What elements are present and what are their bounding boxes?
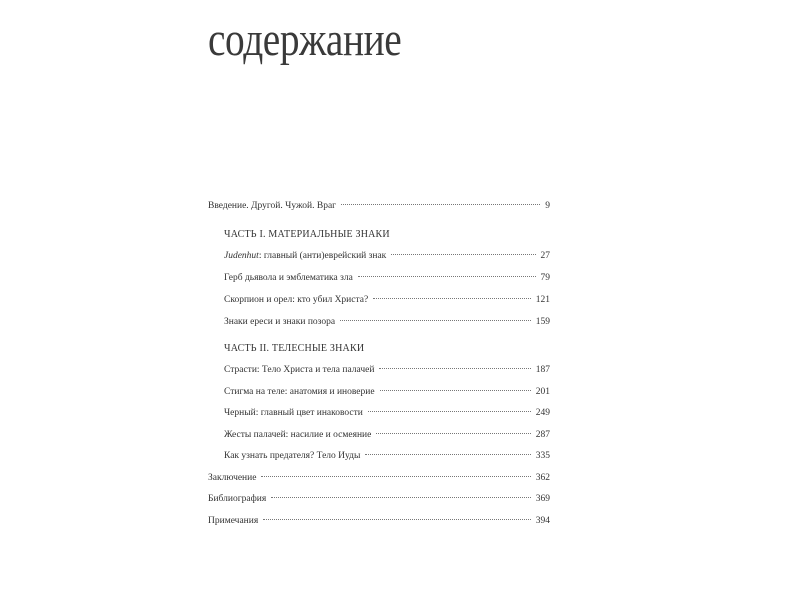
dot-leader [365, 454, 530, 455]
toc-entry-page: 287 [535, 430, 550, 440]
dot-leader [358, 276, 536, 277]
toc-entry-page: 9 [545, 201, 550, 211]
toc-entry-page: 159 [535, 317, 550, 327]
part-heading: ЧАСТЬ II. ТЕЛЕСНЫЕ ЗНАКИ [224, 343, 365, 354]
toc-entry-page: 187 [535, 365, 550, 375]
dot-leader [391, 254, 535, 255]
toc-entry-page: 394 [535, 516, 550, 526]
part-heading: ЧАСТЬ I. МАТЕРИАЛЬНЫЕ ЗНАКИ [224, 229, 390, 240]
toc-entry-intro [208, 201, 550, 215]
toc-entry-conclusion [208, 473, 550, 487]
toc-entry-label [224, 251, 388, 261]
toc-entry-page: 79 [540, 273, 550, 283]
dot-leader [379, 368, 530, 369]
page-title: содержание [208, 13, 402, 66]
toc-entry [224, 317, 550, 331]
dot-leader [341, 204, 540, 205]
toc-entry-page: 201 [535, 387, 550, 397]
dot-leader [340, 320, 531, 321]
toc-entry [224, 273, 550, 287]
toc-entry-label: Жесты палачей: насилие и осмеяние [224, 430, 372, 440]
toc-entry [224, 408, 550, 422]
toc-entry [224, 295, 550, 309]
dot-leader [261, 476, 530, 477]
dot-leader [380, 390, 531, 391]
toc-entry-label: Введение. Другой. Чужой. Враг [208, 201, 337, 211]
toc-entry-notes [208, 516, 550, 530]
toc-entry-page: 27 [540, 251, 550, 261]
toc-entry-label: Черный: главный цвет инаковости [224, 408, 363, 418]
toc-entry-label-rest: : главный (анти)еврейский знак [258, 251, 387, 261]
toc-entry-label: Скорпион и орел: кто убил Христа? [224, 295, 369, 305]
dot-leader [373, 298, 531, 299]
toc-entry-label: Знаки ереси и знаки позора [224, 317, 336, 327]
toc-entry-label: Герб дьявола и эмблематика зла [224, 273, 353, 283]
toc-entry-page: 362 [535, 473, 550, 483]
toc-entry [224, 251, 550, 265]
toc-entry-page: 249 [535, 408, 550, 418]
toc-entry [224, 387, 550, 401]
toc-entry [224, 451, 550, 465]
toc-entry-label: Стигма на теле: анатомия и иноверие [224, 387, 375, 397]
dot-leader [263, 519, 531, 520]
toc-entry-label: Как узнать предателя? Тело Иуды [224, 451, 361, 461]
toc-entry-page: 369 [535, 494, 550, 504]
dot-leader [271, 497, 531, 498]
toc-entry-page: 121 [535, 295, 550, 305]
toc-entry [224, 430, 550, 444]
toc-entry-label: Библиография [208, 494, 267, 504]
toc-entry-label: Страсти: Тело Христа и тела палачей [224, 365, 375, 375]
dot-leader [368, 411, 531, 412]
toc-entry [224, 365, 550, 379]
toc-entry-label: Заключение [208, 473, 257, 483]
toc-entry-bibliography [208, 494, 550, 508]
dot-leader [376, 433, 530, 434]
toc-entry-label-italic: Judenhut [224, 251, 259, 261]
toc-entry-page: 335 [535, 451, 550, 461]
toc-entry-label: Примечания [208, 516, 259, 526]
